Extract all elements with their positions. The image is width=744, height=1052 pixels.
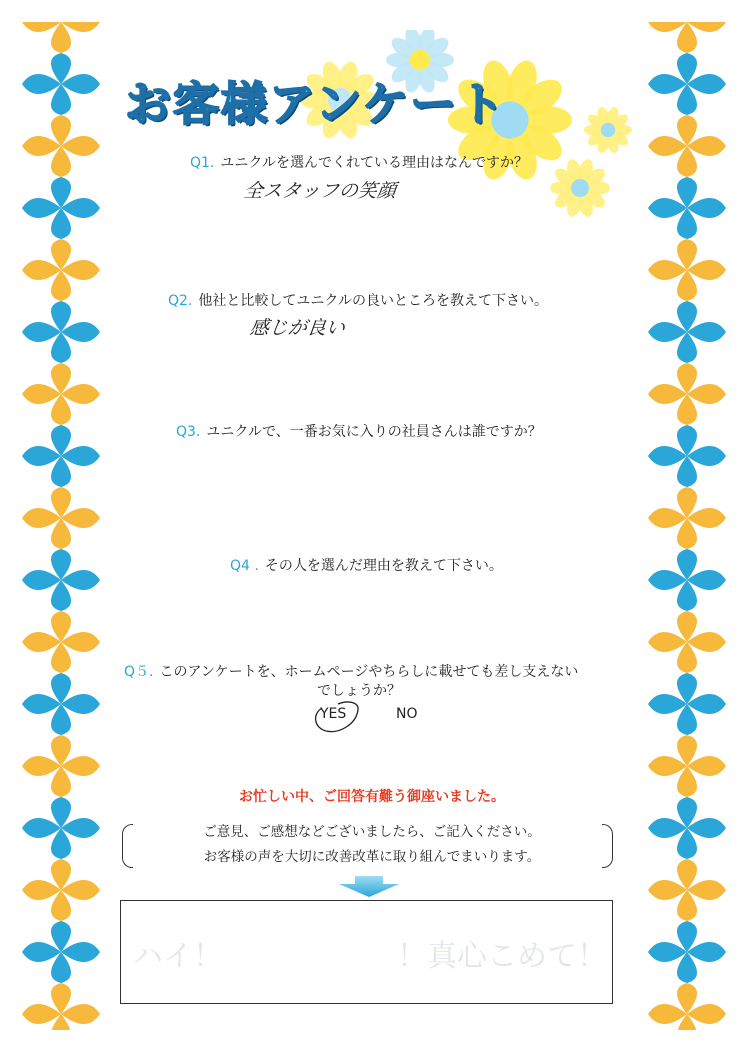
question-3 (176, 421, 542, 441)
question-5-continued: でしょうか？ (317, 683, 401, 699)
reply-faint-right: ！真心こめて！ (397, 939, 607, 974)
question-number: Q1. (190, 155, 215, 171)
border-petal (22, 74, 61, 94)
border-petal (687, 1004, 726, 1024)
border-petal (22, 384, 61, 404)
question-2 (168, 290, 548, 310)
border-petal (687, 756, 726, 776)
border-petal (687, 260, 726, 280)
border-petal (22, 942, 61, 962)
border-petal (648, 322, 687, 342)
border-petal (22, 880, 61, 900)
border-petal (22, 260, 61, 280)
question-number: Q4 . (230, 558, 259, 574)
border-petal (61, 446, 100, 466)
border-petal (61, 74, 100, 94)
question-text: ユニクルを選んでくれている理由はなんですか？ (220, 155, 528, 171)
border-petal (61, 880, 100, 900)
border-petal (648, 942, 687, 962)
border-petal (687, 74, 726, 94)
flower-center (571, 179, 589, 197)
border-petal (648, 694, 687, 714)
border-petal (22, 22, 61, 32)
border-petal (648, 136, 687, 156)
border-petal (648, 198, 687, 218)
border-petal (61, 198, 100, 218)
border-petal (648, 74, 687, 94)
border-petal (61, 756, 100, 776)
border-petal (22, 756, 61, 776)
border-petal (687, 942, 726, 962)
border-petal (22, 1004, 61, 1024)
border-petal (648, 570, 687, 590)
flower-center (601, 123, 615, 137)
yes-label: YES (320, 706, 347, 722)
left-bracket (122, 824, 133, 868)
no-option[interactable] (396, 706, 418, 722)
border-petal (22, 136, 61, 156)
answer-2: 感じが良い (248, 317, 347, 339)
question-text: その人を選んだ理由を教えて下さい。 (264, 558, 503, 574)
handwritten-circle-icon (308, 698, 364, 738)
border-petal (648, 1004, 687, 1024)
border-petal (61, 570, 100, 590)
closing-line-2: お客様の声を大切に改善改革に取り組んでまいります。 (203, 849, 541, 865)
border-petal (22, 508, 61, 528)
border-petal (61, 694, 100, 714)
border-petal (687, 446, 726, 466)
border-petal (648, 446, 687, 466)
no-label: NO (396, 706, 418, 722)
border-petal (687, 570, 726, 590)
question-number: Q2. (168, 293, 193, 309)
question-text: 他社と比較してユニクルの良いところを教えて下さい。 (198, 293, 548, 309)
border-petal (22, 570, 61, 590)
border-petal (687, 384, 726, 404)
border-petal (648, 508, 687, 528)
border-petal (61, 942, 100, 962)
reply-box (120, 900, 613, 1004)
question-number: Q3. (176, 424, 201, 440)
border-petal (687, 198, 726, 218)
border-petal (22, 322, 61, 342)
border-petal (22, 198, 61, 218)
page-title: お客様アンケート (125, 77, 507, 131)
border-petal (22, 694, 61, 714)
reply-faint-left: ハイ！ (133, 939, 223, 974)
border-petal (648, 22, 687, 32)
border-petal (61, 1004, 100, 1024)
question-4 (230, 555, 503, 575)
answer-1: 全スタッフの笑顔 (242, 180, 398, 202)
right-bracket (602, 824, 613, 868)
border-petal (648, 880, 687, 900)
closing-line-1: ご意見、ご感想などございましたら、ご記入ください。 (203, 824, 541, 840)
border-petal (61, 260, 100, 280)
question-text: ユニクルで、一番お気に入りの社員さんは誰ですか？ (206, 424, 542, 440)
border-petal (61, 22, 100, 32)
border-petal (61, 384, 100, 404)
border-petal (61, 508, 100, 528)
border-petal (648, 756, 687, 776)
question-1 (190, 152, 528, 172)
down-arrow-icon (337, 876, 401, 898)
decorative-border-left (22, 22, 100, 1030)
border-petal (687, 136, 726, 156)
border-petal (687, 694, 726, 714)
border-petal (648, 632, 687, 652)
border-petal (22, 446, 61, 466)
question-text: このアンケートを、ホームページやちらしに載せても差し支えない (159, 664, 579, 680)
question-number: Q５. (124, 664, 154, 680)
border-petal (61, 632, 100, 652)
decorative-border-right (648, 22, 726, 1030)
border-petal (648, 384, 687, 404)
border-petal (687, 632, 726, 652)
border-petal (687, 322, 726, 342)
question-5 (124, 661, 578, 681)
border-petal (687, 508, 726, 528)
border-petal (687, 22, 726, 32)
border-petal (687, 880, 726, 900)
border-petal (61, 322, 100, 342)
border-petal (22, 632, 61, 652)
thanks-message: お忙しい中、ご回答有難う御座いました。 (239, 789, 505, 805)
border-petal (648, 260, 687, 280)
border-petal (61, 136, 100, 156)
